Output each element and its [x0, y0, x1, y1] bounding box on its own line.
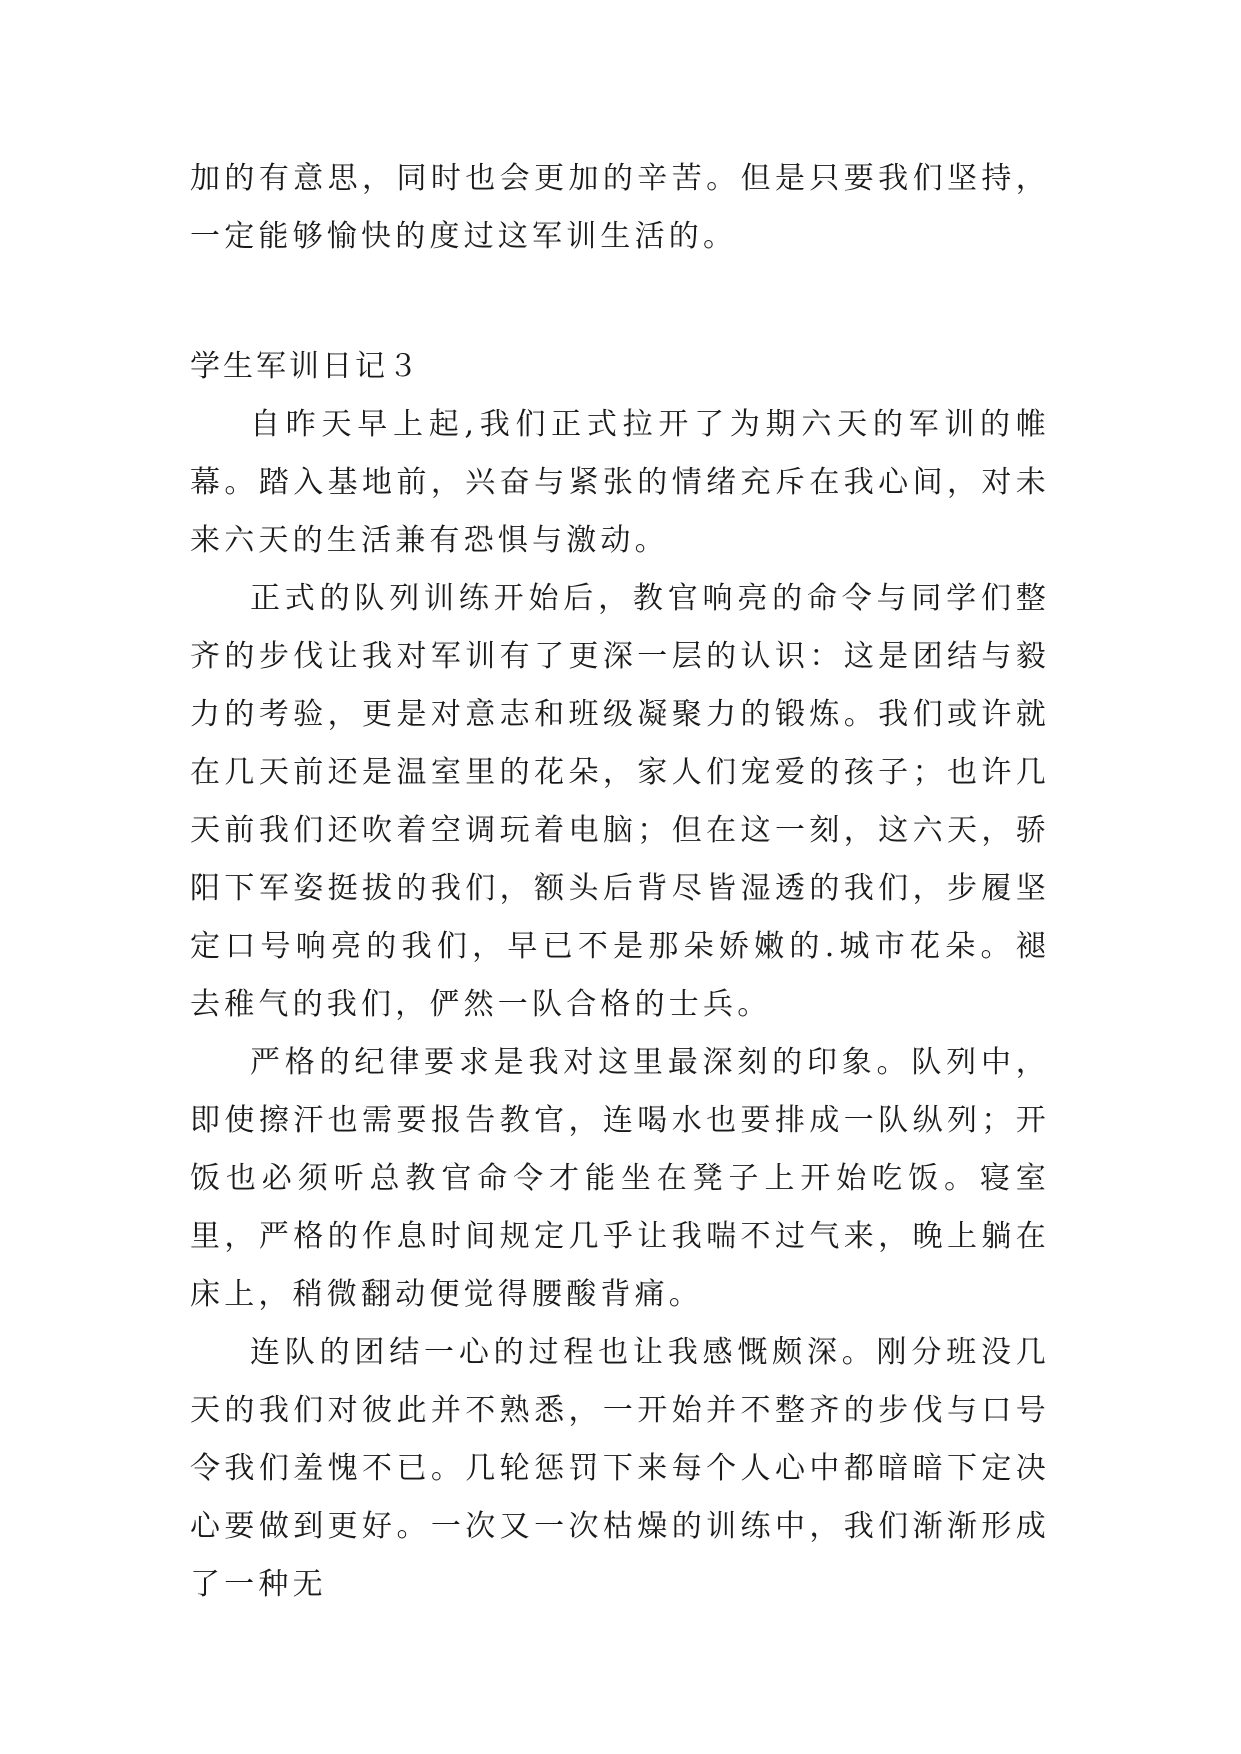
paragraph-discipline: 严格的纪律要求是我对这里最深刻的印象。队列中，即使擦汗也需要报告教官，连喝水也要排成一队纵列；开饭也必须听总教官命令才能坐在凳子上开始吃饭。寝室里，严格的作息时间规定几乎让我喘不过气来，晚上躺在床上，稍微翻动便觉得腰酸背痛。	[190, 1045, 1050, 1312]
section-title: 学生军训日记３	[190, 349, 421, 384]
paragraph-drill-training: 正式的队列训练开始后，教官响亮的命令与同学们整齐的步伐让我对军训有了更深一层的认识：这是团结与毅力的考验，更是对意志和班级凝聚力的锻炼。我们或许就在几天前还是温室里的花朵，家人们宠爱的孩子；也许几天前我们还吹着空调玩着电脑；但在这一刻，这六天，骄阳下军姿挺拔的我们，额头后背尽皆湿透的我们，步履坚定口号响亮的我们，早已不是那朵娇嫩的.城市花朵。褪去稚气的我们，俨然一队合格的士兵。	[190, 581, 1050, 1022]
continuation-paragraph: 加的有意思，同时也会更加的辛苦。但是只要我们坚持，一定能够愉快的度过这军训生活的。	[190, 161, 1050, 254]
diary-body	[190, 396, 1050, 1614]
paragraph-intro: 自昨天早上起,我们正式拉开了为期六天的军训的帷幕。踏入基地前，兴奋与紧张的情绪充斥在我心间，对未来六天的生活兼有恐惧与激动。	[190, 407, 1050, 558]
previous-section-ending	[190, 150, 1050, 266]
paragraph-teamwork: 连队的团结一心的过程也让我感慨颇深。刚分班没几天的我们对彼此并不熟悉，一开始并不整齐的步伐与口号令我们羞愧不已。几轮惩罚下来每个人心中都暗暗下定决心要做到更好。一次又一次枯燥的训练中，我们渐渐形成了一种无	[190, 1335, 1050, 1602]
